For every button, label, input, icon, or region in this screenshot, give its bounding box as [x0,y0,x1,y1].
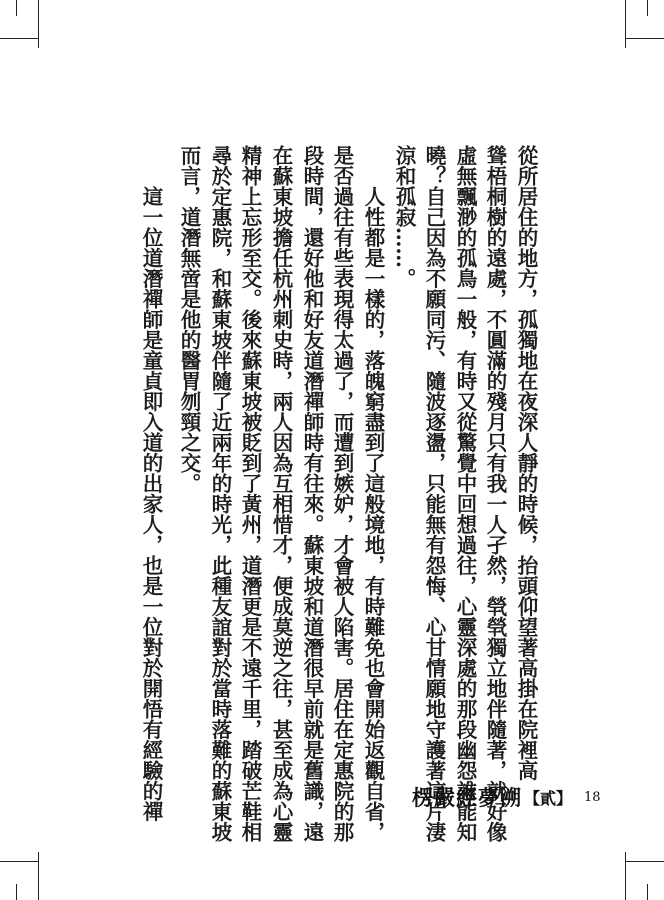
text-column-9: 在蘇東坡擔任杭州刺史時，兩人因為互相惜才，便成莫逆之往，甚至成為心靈 [269,145,293,842]
text-column-11: 尋於定惠院，和蘇東坡伴隨了近兩年的時光，此種友誼對於當時落難的蘇東坡 [208,145,232,842]
crop-mark-top-left-v [38,0,39,48]
page-footer [412,785,601,809]
text-column-3: 虛無飄渺的孤鳥一般，有時又從驚覺中回想過往，心靈深處的那段幽怨誰能知 [453,145,477,842]
crop-mark-bottom-left-v2 [16,884,17,900]
crop-mark-top-left-h [0,38,38,39]
crop-mark-top-left-v2 [16,0,17,16]
crop-mark-top-right-v [625,0,626,48]
text-column-4: 曉？自己因為不願同污、隨波逐盪，只能無有怨悔、心甘情願地守護著這片淒 [422,145,446,842]
text-column-6: 人性都是一樣的，落魄窮盡到了這般境地，有時難免也會開始返觀自省， [361,186,385,842]
crop-mark-bottom-right-h [626,861,664,862]
text-column-8: 段時間，還好他和好友道潛禪師時有往來。蘇東坡和道潛很早前就是舊識，遠 [300,145,324,842]
crop-mark-bottom-left-v [38,852,39,900]
text-column-12: 而言，道潛無啻是他的醫胃刎頸之交。 [177,145,201,494]
crop-mark-bottom-right-v [625,852,626,900]
crop-mark-top-right-v2 [647,0,648,16]
volume-label: 【貳】 [524,788,573,808]
text-column-7: 是否過往有些表現得太過了，而遭到嫉妒，才會被人陷害。居住在定惠院的那 [330,145,354,842]
book-title: 楞嚴經夢溯 [412,785,522,810]
crop-mark-bottom-left-h [0,861,38,862]
page-number: 18 [584,789,601,805]
text-column-5: 涼和孤寂……。 [392,145,416,289]
text-column-1: 從所居住的地方，孤獨地在夜深人靜的時候，抬頭仰望著高掛在院裡高 [514,145,538,781]
text-column-13: 這一位道潛禪師是童貞即入道的出家人，也是一位對於開悟有經驗的禪 [139,186,163,822]
text-column-10: 精神上忘形至交。後來蘇東坡被貶到了黃州，道潛更是不遠千里，踏破芒鞋相 [238,145,262,842]
text-column-2: 聳梧桐樹的遠處，不圓滿的殘月只有我一人孑然，煢煢獨立地伴隨著，就好像 [483,145,507,842]
crop-mark-bottom-right-v2 [647,884,648,900]
crop-mark-top-right-h [626,38,664,39]
